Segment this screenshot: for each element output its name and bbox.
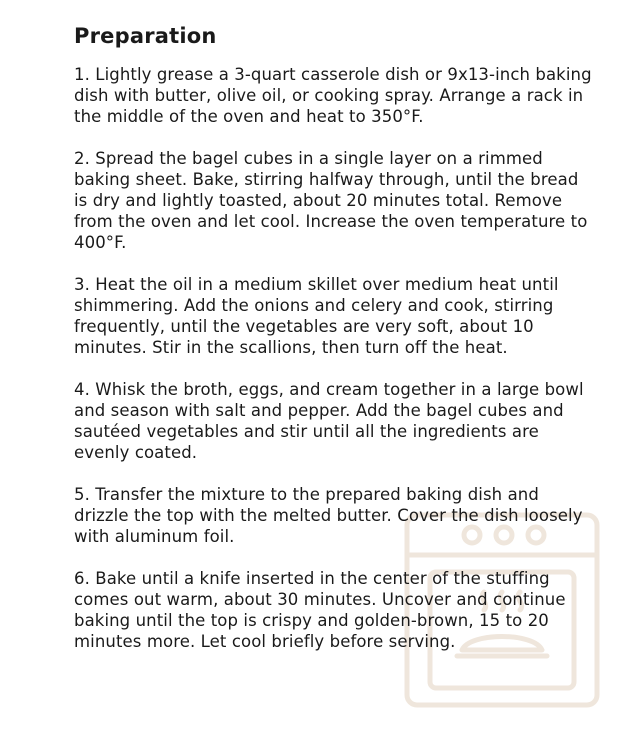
steps-list: [74, 64, 594, 652]
step-1: 1. Lightly grease a 3-quart casserole dish or 9x13-inch baking dish with butter, olive oil, or cooking spray. Arrange a rack in the middle of the oven and heat to 350°F.: [74, 65, 592, 126]
section-heading: Preparation: [74, 24, 217, 48]
preparation-section: [74, 22, 594, 673]
step-2: 2. Spread the bagel cubes in a single layer on a rimmed baking sheet. Bake, stirring halfway through, until the bread is dry and lightly toasted, about 20 minutes total. Remove from the oven and let cool. Increase the oven temperature to 400°F.: [74, 149, 588, 252]
step-5: 5. Transfer the mixture to the prepared baking dish and drizzle the top with the melted butter. Cover the dish loosely with aluminum foil.: [74, 485, 583, 546]
step-4: 4. Whisk the broth, eggs, and cream together in a large bowl and season with salt and pepper. Add the bagel cubes and sautéed vegetables and stir until all the ingredients are evenly coated.: [74, 380, 584, 462]
step-6: 6. Bake until a knife inserted in the center of the stuffing comes out warm, about 30 minutes. Uncover and continue baking until the top is crispy and golden-brown, 15 to 20 minutes more. Let cool briefly before serving.: [74, 569, 566, 651]
step-3: 3. Heat the oil in a medium skillet over medium heat until shimmering. Add the onions and celery and cook, stirring frequently, until the vegetables are very soft, about 10 minutes. Stir in the scallions, then turn off the heat.: [74, 275, 559, 357]
